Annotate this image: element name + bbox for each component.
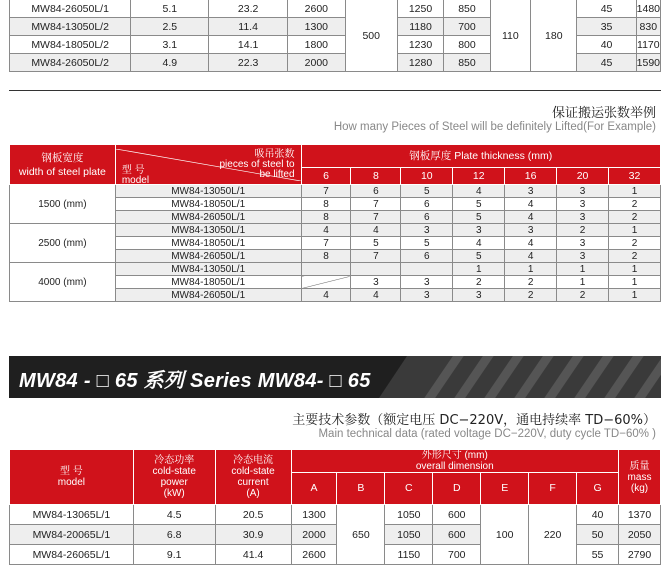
current-cell: 11.4 [209, 18, 287, 36]
dim-c-cell: 1230 [397, 36, 444, 54]
model-cell: MW84-26065L/1 [10, 545, 134, 565]
model-cell: MW84-13050L/1 [115, 185, 301, 198]
power-cell: 9.1 [133, 545, 215, 565]
model-pieces-header [115, 145, 301, 185]
mass-cell: 830 [636, 18, 660, 36]
width-cell: 2500 (mm) [10, 224, 116, 263]
dimension-header-cn: 外形尺寸 (mm) [421, 450, 488, 462]
pieces-cell: 7 [351, 211, 401, 224]
table-row [10, 263, 661, 276]
current-cell: 30.9 [215, 525, 291, 545]
mass-cell: 2050 [619, 525, 661, 545]
mass-header [619, 450, 661, 505]
pieces-cell-empty [401, 263, 453, 276]
model-header-en: model [121, 174, 150, 186]
pieces-cell: 8 [301, 211, 351, 224]
dim-g-cell: 40 [577, 505, 619, 525]
table-row [10, 185, 661, 198]
dim-a-cell: 2000 [291, 525, 337, 545]
pieces-cell: 7 [301, 185, 351, 198]
dim-d-cell: 800 [444, 36, 490, 54]
current-cell: 14.1 [209, 36, 287, 54]
pieces-cell-empty [301, 276, 351, 289]
pieces-cell: 8 [301, 250, 351, 263]
width-cell: 4000 (mm) [10, 263, 116, 302]
power-header [133, 450, 215, 505]
pieces-cell: 1 [609, 276, 661, 289]
dim-c-cell: 1050 [385, 505, 433, 525]
power-cell: 2.5 [131, 18, 209, 36]
model-cell: MW84-13050L/1 [115, 263, 301, 276]
dim-a-cell: 2600 [287, 0, 345, 18]
pieces-cell: 1 [505, 263, 557, 276]
current-cell: 23.2 [209, 0, 287, 18]
pieces-cell: 3 [557, 185, 609, 198]
mass-cell: 1590 [636, 54, 660, 72]
mass-cell: 2790 [619, 545, 661, 565]
pieces-cell: 3 [557, 211, 609, 224]
pieces-cell: 7 [301, 237, 351, 250]
model-cell: MW84-26050L/1 [115, 289, 301, 302]
pieces-cell: 1 [609, 224, 661, 237]
pieces-cell: 3 [401, 224, 453, 237]
spec-model-header [10, 450, 134, 505]
pieces-cell: 1 [609, 185, 661, 198]
dim-c-cell: 1150 [385, 545, 433, 565]
dim-b-cell: 650 [337, 505, 385, 565]
mass-header-cn: 质量 [629, 460, 650, 472]
mass-cell: 1480 [636, 0, 660, 18]
table-row [10, 0, 661, 18]
dim-d-cell: 850 [444, 54, 490, 72]
width-header-en: width of steel plate [18, 165, 106, 178]
pieces-cell: 4 [301, 224, 351, 237]
model-cell: MW84-18050L/1 [115, 276, 301, 289]
pieces-cell: 2 [609, 211, 661, 224]
pieces-cell: 3 [505, 224, 557, 237]
current-cell: 41.4 [215, 545, 291, 565]
pieces-cell-empty [301, 263, 351, 276]
model-cell: MW84-18050L/2 [10, 36, 131, 54]
current-cell: 20.5 [215, 505, 291, 525]
dim-f-cell: 180 [531, 0, 577, 72]
pieces-cell: 4 [453, 185, 505, 198]
pieces-title-cn: 保证搬运张数举例 [551, 106, 656, 121]
dim-g-cell: 35 [577, 18, 636, 36]
model-cell: MW84-26050L/1 [115, 250, 301, 263]
dim-d-cell: 600 [433, 525, 481, 545]
dim-a-cell: 1300 [287, 18, 345, 36]
pieces-cell: 4 [351, 289, 401, 302]
pieces-cell: 4 [505, 250, 557, 263]
mass-header-unit: (kg) [630, 482, 649, 494]
pieces-cell: 6 [401, 198, 453, 211]
model-cell: MW84-20065L/1 [10, 525, 134, 545]
pieces-cell: 3 [401, 289, 453, 302]
dim-col-f: F [529, 473, 577, 505]
pieces-cell: 5 [453, 250, 505, 263]
dim-b-cell: 500 [345, 0, 397, 72]
pieces-cell: 3 [557, 198, 609, 211]
thickness-header: 钢板厚度 Plate thickness (mm) [301, 145, 660, 168]
pieces-cell: 2 [453, 276, 505, 289]
pieces-cell: 2 [505, 276, 557, 289]
dim-c-cell: 1280 [397, 54, 444, 72]
pieces-cell: 2 [557, 289, 609, 302]
model-header-cn: 型 号 [121, 164, 145, 176]
dim-c-cell: 1250 [397, 0, 444, 18]
spec-model-header-cn: 型 号 [60, 466, 83, 477]
dim-col-g: G [577, 473, 619, 505]
pieces-cell: 6 [351, 185, 401, 198]
pieces-cell: 2 [557, 224, 609, 237]
thickness-col-20: 20 [557, 168, 609, 185]
pieces-table [9, 144, 661, 302]
model-cell: MW84-18050L/1 [115, 237, 301, 250]
power-cell: 5.1 [131, 0, 209, 18]
pieces-cell: 1 [557, 263, 609, 276]
dim-col-d: D [433, 473, 481, 505]
pieces-cell: 3 [557, 250, 609, 263]
thickness-col-8: 8 [351, 168, 401, 185]
spec-title-cn: 主要技术参数（额定电压 DC−220V，通电持续率 TD−60%） [292, 413, 656, 428]
pieces-cell: 1 [453, 263, 505, 276]
thickness-col-6: 6 [301, 168, 351, 185]
current-header-cn: 冷态电流 [233, 455, 274, 466]
pieces-cell: 7 [351, 198, 401, 211]
pieces-cell: 4 [301, 289, 351, 302]
mass-cell: 1370 [619, 505, 661, 525]
power-cell: 3.1 [131, 36, 209, 54]
dim-a-cell: 2600 [291, 545, 337, 565]
section-divider [9, 90, 661, 91]
dim-col-b: B [337, 473, 385, 505]
pieces-cell: 5 [453, 198, 505, 211]
dim-a-cell: 2000 [287, 54, 345, 72]
spec-title-en: Main technical data (rated voltage DC−220V, duty cycle TD−60% ) [318, 428, 656, 440]
pieces-cell: 6 [401, 250, 453, 263]
power-header-cn: 冷态功率 [154, 455, 195, 466]
dim-col-a: A [291, 473, 337, 505]
dim-a-cell: 1300 [291, 505, 337, 525]
pieces-cell-empty [351, 263, 401, 276]
dim-e-cell: 100 [481, 505, 529, 565]
power-header-en1: cold-state [152, 466, 196, 477]
model-cell: MW84-26050L/1 [10, 0, 131, 18]
pieces-cell: 2 [609, 237, 661, 250]
dim-g-cell: 55 [577, 545, 619, 565]
power-header-unit: (kW) [163, 488, 185, 499]
thickness-col-32: 32 [609, 168, 661, 185]
series-banner [9, 356, 661, 398]
dim-g-cell: 45 [577, 0, 636, 18]
pieces-cell: 2 [609, 250, 661, 263]
mass-header-en: mass [627, 471, 652, 483]
power-cell: 4.9 [131, 54, 209, 72]
thickness-col-10: 10 [401, 168, 453, 185]
pieces-cell: 3 [351, 276, 401, 289]
pieces-cell: 2 [609, 198, 661, 211]
model-cell: MW84-26050L/1 [115, 211, 301, 224]
dim-e-cell: 110 [490, 0, 531, 72]
pieces-cell: 7 [351, 250, 401, 263]
pieces-cell: 5 [401, 237, 453, 250]
table-row [10, 505, 661, 525]
dim-col-e: E [481, 473, 529, 505]
top-spec-table [9, 0, 661, 72]
pieces-cell: 5 [453, 211, 505, 224]
spec-model-header-en: model [57, 477, 86, 488]
pieces-cell: 1 [609, 289, 661, 302]
dimension-header-en: overall dimension [415, 461, 494, 473]
model-cell: MW84-13065L/1 [10, 505, 134, 525]
pieces-cell: 3 [557, 237, 609, 250]
pieces-cell: 4 [505, 211, 557, 224]
dim-d-cell: 600 [433, 505, 481, 525]
pieces-cell: 5 [351, 237, 401, 250]
pieces-cell: 1 [557, 276, 609, 289]
table-row [10, 224, 661, 237]
current-header-en2: current [237, 477, 269, 488]
pieces-cell: 4 [351, 224, 401, 237]
pieces-cell: 6 [401, 211, 453, 224]
dim-f-cell: 220 [529, 505, 577, 565]
pieces-cell: 3 [453, 224, 505, 237]
pieces-cell: 5 [401, 185, 453, 198]
pieces-cell: 4 [505, 237, 557, 250]
dim-a-cell: 1800 [287, 36, 345, 54]
pieces-cell: 4 [505, 198, 557, 211]
dim-g-cell: 50 [577, 525, 619, 545]
banner-title: MW84 - □ 65 系列 Series MW84- □ 65 [19, 370, 371, 392]
width-header-cn: 钢板宽度 [41, 151, 84, 164]
dim-col-c: C [385, 473, 433, 505]
pieces-title-en: How many Pieces of Steel will be definitely Lifted(For Example) [333, 121, 656, 133]
power-header-en2: power [160, 477, 188, 488]
pieces-cell: 3 [401, 276, 453, 289]
current-cell: 22.3 [209, 54, 287, 72]
current-header-unit: (A) [246, 488, 260, 499]
dimension-header [291, 450, 618, 473]
thickness-col-16: 16 [505, 168, 557, 185]
width-header [10, 145, 116, 185]
power-cell: 4.5 [133, 505, 215, 525]
pieces-cell: 4 [453, 237, 505, 250]
dim-g-cell: 40 [577, 36, 636, 54]
pieces-cell: 2 [505, 289, 557, 302]
model-cell: MW84-18050L/1 [115, 198, 301, 211]
mass-cell: 1170 [636, 36, 660, 54]
model-cell: MW84-26050L/2 [10, 54, 131, 72]
pieces-cell: 1 [609, 263, 661, 276]
pieces-cell: 3 [453, 289, 505, 302]
dim-d-cell: 850 [444, 0, 490, 18]
model-cell: MW84-13050L/2 [10, 18, 131, 36]
pieces-header-cn: 吸吊张数 [254, 148, 295, 160]
width-cell: 1500 (mm) [10, 185, 116, 224]
dim-c-cell: 1180 [397, 18, 444, 36]
thickness-col-12: 12 [453, 168, 505, 185]
pieces-header-en1: pieces of steel to [219, 158, 295, 170]
pieces-cell: 8 [301, 198, 351, 211]
dim-d-cell: 700 [433, 545, 481, 565]
pieces-cell: 3 [505, 185, 557, 198]
power-cell: 6.8 [133, 525, 215, 545]
pieces-header-en2: be lifted [259, 168, 295, 180]
dim-g-cell: 45 [577, 54, 636, 72]
current-header [215, 450, 291, 505]
dim-c-cell: 1050 [385, 525, 433, 545]
spec-table [9, 449, 661, 565]
model-cell: MW84-13050L/1 [115, 224, 301, 237]
current-header-en1: cold-state [231, 466, 275, 477]
dim-d-cell: 700 [444, 18, 490, 36]
